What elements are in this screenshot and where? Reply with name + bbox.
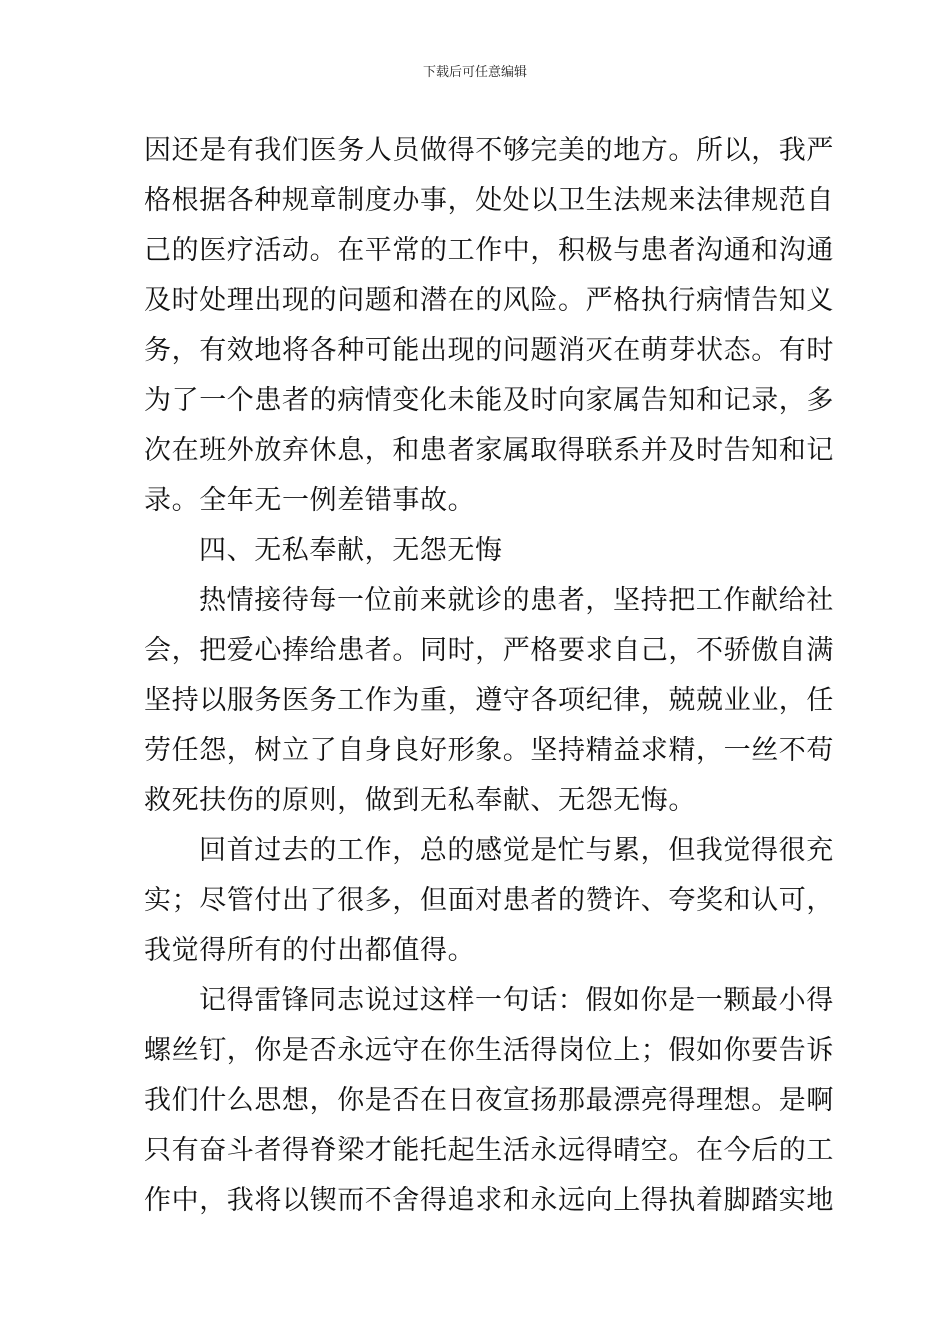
text-line: 作中，我将以锲而不舍得追求和永远向上得执着脚踏实地: [144, 1185, 834, 1216]
text-line: 及时处理出现的问题和潜在的风险。严格执行病情告知义: [144, 285, 834, 316]
text-line: 坚持以服务医务工作为重，遵守各项纪律，兢兢业业，任: [144, 685, 834, 716]
document-body: [144, 126, 834, 1226]
text-line: 热情接待每一位前来就诊的患者，坚持把工作献给社: [199, 585, 834, 616]
section-heading: 四、无私奉献，无怨无悔: [199, 535, 503, 566]
text-line: 我们什么思想，你是否在日夜宣扬那最漂亮得理想。是啊: [144, 1085, 834, 1116]
text-line: 实；尽管付出了很多，但面对患者的赞许、夸奖和认可，: [144, 885, 834, 916]
text-line: 己的医疗活动。在平常的工作中，积极与患者沟通和沟通: [144, 235, 834, 266]
text-line: 只有奋斗者得脊梁才能托起生活永远得晴空。在今后的工: [144, 1135, 834, 1166]
text-line: 劳任怨，树立了自身良好形象。坚持精益求精，一丝不苟: [144, 735, 834, 766]
text-line: 螺丝钉，你是否永远守在你生活得岗位上；假如你要告诉: [144, 1035, 834, 1066]
text-line: 为了一个患者的病情变化未能及时向家属告知和记录，多: [144, 385, 834, 416]
text-line: 救死扶伤的原则，做到无私奉献、无怨无悔。: [144, 785, 696, 816]
text-line: 录。全年无一例差错事故。: [144, 485, 476, 516]
text-line: 因还是有我们医务人员做得不够完美的地方。所以，我严: [144, 135, 834, 166]
text-line: 务，有效地将各种可能出现的问题消灭在萌芽状态。有时: [144, 335, 834, 366]
text-line: 我觉得所有的付出都值得。: [144, 935, 476, 966]
text-line: 格根据各种规章制度办事，处处以卫生法规来法律规范自: [144, 185, 834, 216]
text-line: 记得雷锋同志说过这样一句话：假如你是一颗最小得: [199, 985, 834, 1016]
text-line: 会，把爱心捧给患者。同时，严格要求自己，不骄傲自满: [144, 635, 834, 666]
page-header-note: 下载后可任意编辑: [422, 65, 527, 80]
text-line: 次在班外放弃休息，和患者家属取得联系并及时告知和记: [144, 435, 834, 466]
text-line: 回首过去的工作，总的感觉是忙与累，但我觉得很充: [199, 835, 834, 866]
